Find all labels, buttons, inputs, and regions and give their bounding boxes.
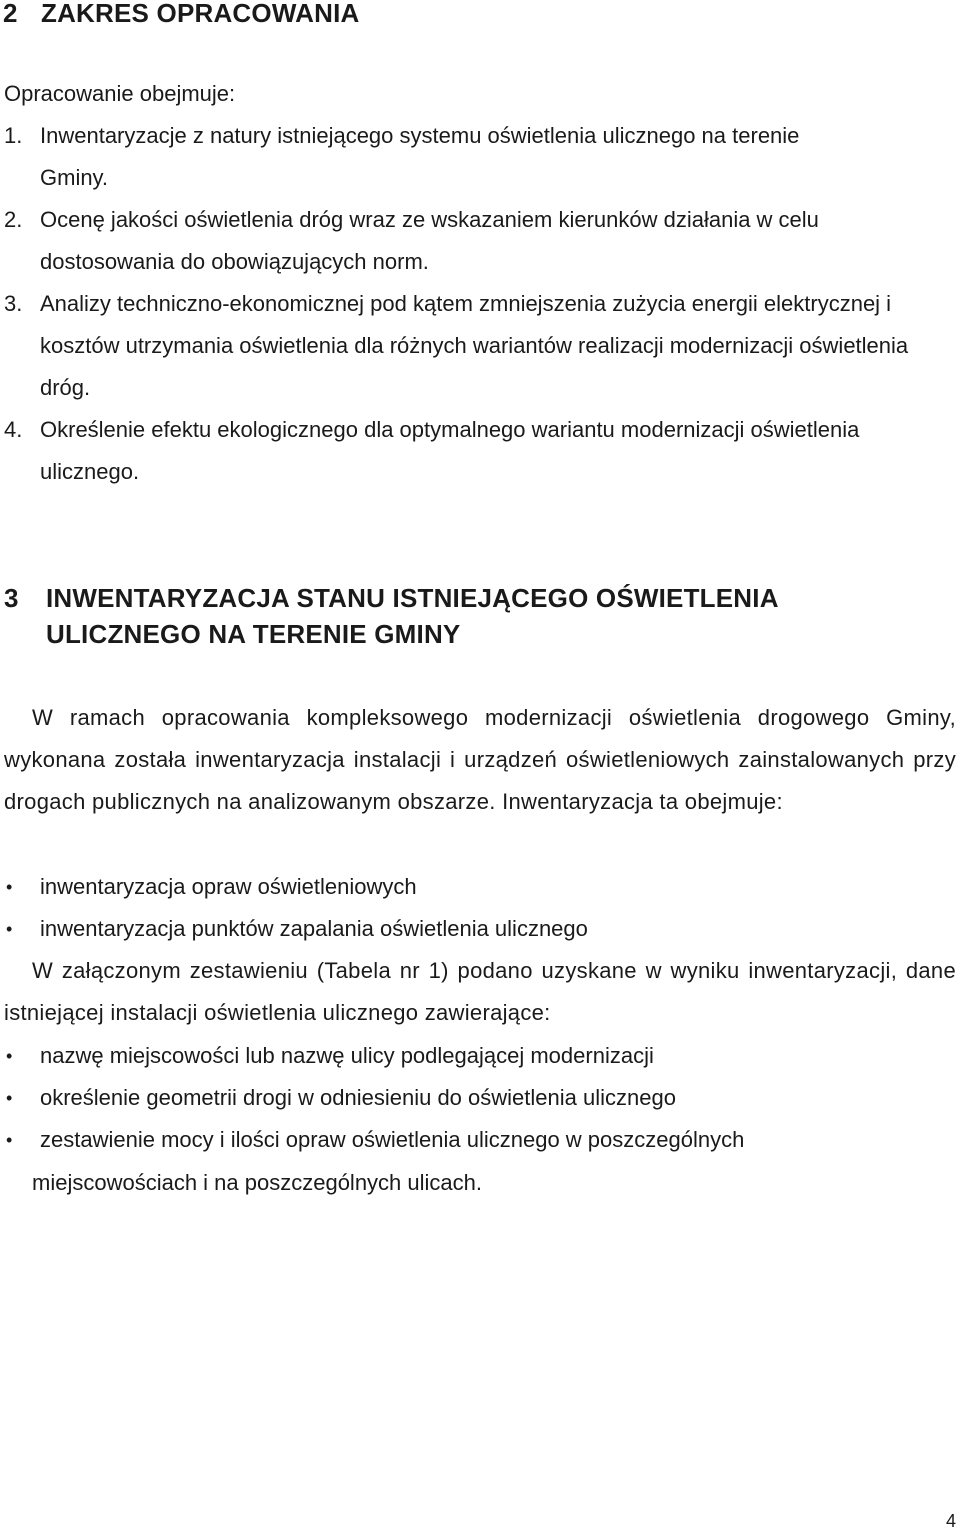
bullet-icon: • — [6, 877, 13, 897]
list-item-text: inwentaryzacja opraw oświetleniowych — [40, 874, 417, 899]
paragraph: W ramach opracowania kompleksowego modernizacji oświetlenia drogowego Gminy, wykonana została inwentaryzacja instalacji i urządzeń oświetleniowych zainstalowanych przy drogach publicznych na analizowanym obszarze. Inwentaryzacja ta obejmuje: — [4, 705, 956, 814]
list-marker: 4. — [4, 417, 23, 442]
list-item — [4, 115, 960, 199]
bullet-list — [4, 1035, 954, 1161]
list-marker: 3. — [4, 291, 23, 316]
page-number: 4 — [945, 1511, 956, 1531]
list-item — [4, 866, 954, 908]
list-item — [4, 409, 960, 493]
list-marker: 2. — [4, 207, 23, 232]
list-item-text: nazwę miejscowości lub nazwę ulicy podlegającej modernizacji — [40, 1043, 654, 1068]
bullet-icon: • — [6, 1046, 13, 1066]
list-item-text: Inwentaryzacje z natury istniejącego systemu oświetlenia ulicznego na terenie Gminy. — [40, 123, 800, 190]
list-item — [4, 1035, 954, 1077]
section-title-line: INWENTARYZACJA STANU ISTNIEJĄCEGO OŚWIETLENIA — [46, 583, 779, 613]
section-heading — [3, 0, 360, 29]
list-item-text: Analizy techniczno-ekonomicznej pod kątem zmniejszenia zużycia energii elektrycznej i kosztów utrzymania oświetlenia dla różnych wariantów realizacji modernizacji oświetlenia dróg. — [40, 291, 909, 400]
intro-text: Opracowanie obejmuje: — [4, 81, 236, 106]
list-continuation: miejscowościach i na poszczególnych ulicach. — [32, 1170, 482, 1195]
list-item — [4, 1077, 954, 1119]
list-item-text: inwentaryzacja punktów zapalania oświetlenia ulicznego — [40, 916, 588, 941]
bullet-icon: • — [6, 1130, 13, 1150]
section-number: 2 — [3, 0, 18, 28]
numbered-list — [4, 115, 960, 493]
list-item — [4, 1119, 954, 1161]
section-title-line: ULICZNEGO NA TERENIE GMINY — [46, 619, 461, 649]
bullet-icon: • — [6, 919, 13, 939]
list-item-text: określenie geometrii drogi w odniesieniu do oświetlenia ulicznego — [40, 1085, 676, 1110]
list-item-text: Określenie efektu ekologicznego dla optymalnego wariantu modernizacji oświetlenia ulicznego. — [40, 417, 860, 484]
paragraph: W załączonym zestawieniu (Tabela nr 1) podano uzyskane w wyniku inwentaryzacji, dane istniejącej instalacji oświetlenia ulicznego zawierające: — [4, 958, 956, 1025]
list-item — [4, 283, 960, 409]
list-item-text: Ocenę jakości oświetlenia dróg wraz ze wskazaniem kierunków działania w celu dostosowania do obowiązujących norm. — [40, 207, 819, 274]
bullet-list — [4, 866, 954, 950]
list-item — [4, 908, 954, 950]
list-item-text: zestawienie mocy i ilości opraw oświetlenia ulicznego w poszczególnych — [40, 1127, 745, 1152]
section-title: ZAKRES OPRACOWANIA — [41, 0, 360, 28]
list-marker: 1. — [4, 123, 23, 148]
bullet-icon: • — [6, 1088, 13, 1108]
list-item — [4, 199, 960, 283]
section-number: 3 — [4, 583, 19, 613]
